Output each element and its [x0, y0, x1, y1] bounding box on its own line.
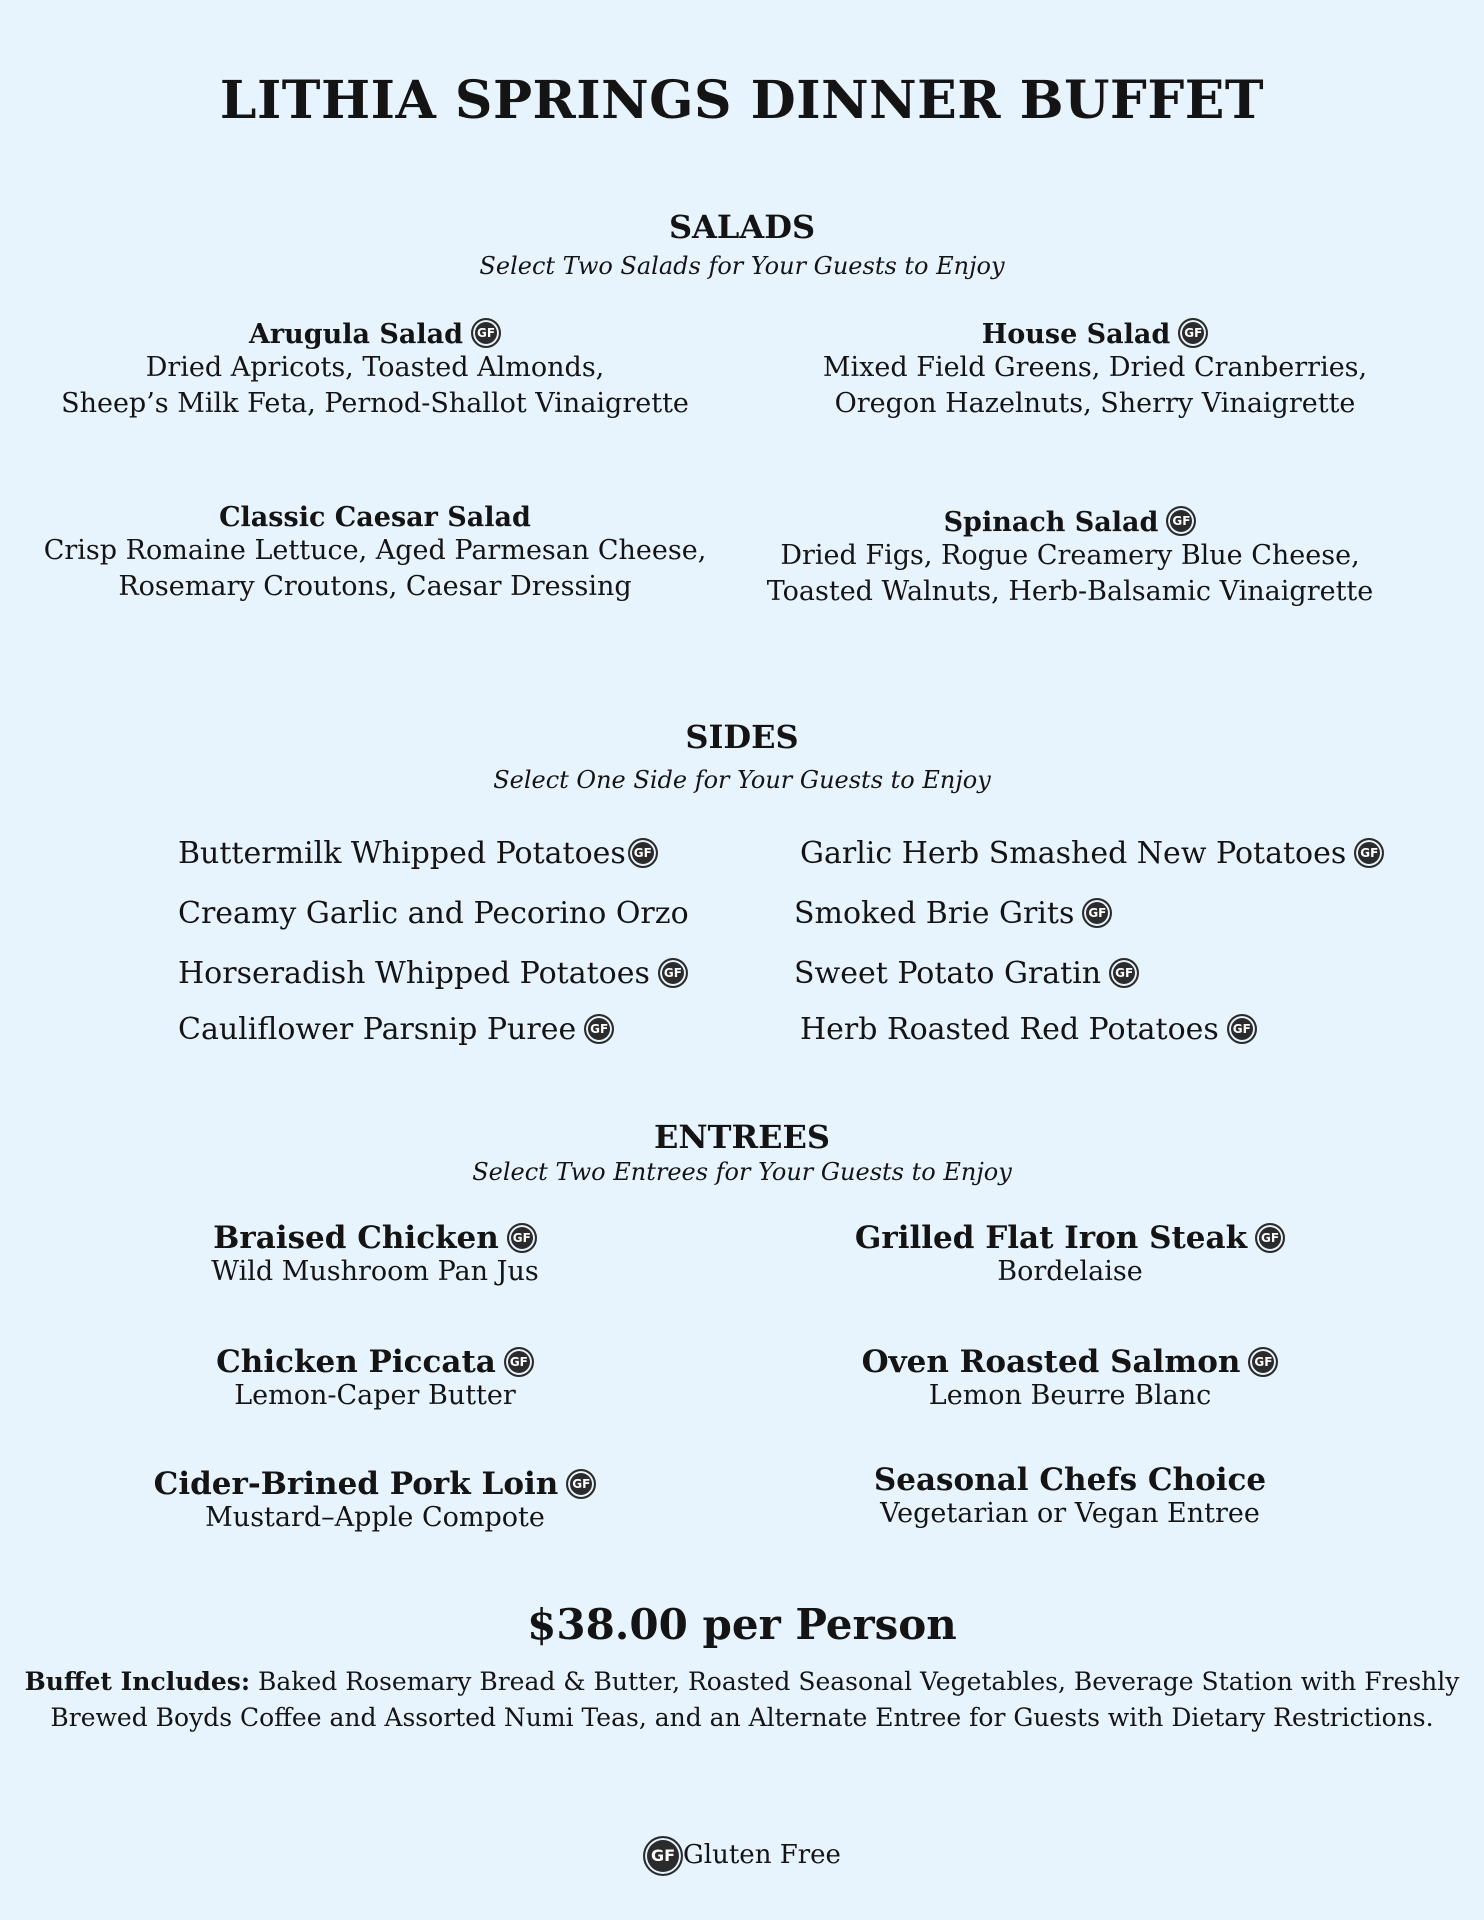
- salad-desc-line2: Toasted Walnuts, Herb-Balsamic Vinaigrette: [766, 576, 1374, 607]
- page-title: LITHIA SPRINGS DINNER BUFFET: [219, 70, 1265, 131]
- gluten-free-icon: GF: [471, 318, 501, 348]
- entree-desc: Bordelaise: [997, 1256, 1143, 1287]
- entree-item: [760, 1220, 1380, 1287]
- gluten-free-icon: GF: [1255, 1223, 1285, 1253]
- side-name: Sweet Potato Gratin: [794, 956, 1102, 991]
- gluten-free-icon: GF: [1354, 838, 1384, 868]
- salad-item: [40, 502, 710, 605]
- gluten-free-icon: GF: [566, 1469, 596, 1499]
- side-item: [800, 836, 1384, 871]
- side-name: Herb Roasted Red Potatoes: [800, 1012, 1219, 1047]
- gluten-free-icon: GF: [1166, 506, 1196, 536]
- salad-desc-line2: Rosemary Croutons, Caesar Dressing: [118, 571, 632, 602]
- includes-label: Buffet Includes:: [24, 1667, 251, 1696]
- entree-item: [60, 1220, 690, 1287]
- gluten-free-icon: GF: [628, 838, 658, 868]
- salad-item: [760, 506, 1380, 610]
- side-name: Buttermilk Whipped Potatoes: [178, 836, 626, 871]
- side-item: [794, 896, 1112, 931]
- gluten-free-icon: GF: [504, 1347, 534, 1377]
- entree-desc: Lemon Beurre Blanc: [928, 1380, 1212, 1411]
- entree-name: Braised Chicken: [213, 1220, 499, 1256]
- salad-item: [40, 318, 710, 422]
- salad-desc-line1: Crisp Romaine Lettuce, Aged Parmesan Cheese,: [43, 535, 707, 566]
- entree-desc: Wild Mushroom Pan Jus: [211, 1256, 539, 1287]
- gluten-free-icon: GF: [584, 1014, 614, 1044]
- entree-desc: Vegetarian or Vegan Entree: [880, 1498, 1260, 1529]
- entree-item: [760, 1462, 1380, 1529]
- side-item: [178, 836, 658, 871]
- salad-name: Spinach Salad: [943, 507, 1159, 538]
- gluten-free-legend: [0, 1836, 1484, 1876]
- gluten-free-icon: GF: [1248, 1347, 1278, 1377]
- entree-name: Grilled Flat Iron Steak: [854, 1220, 1248, 1256]
- side-item: [178, 896, 689, 931]
- buffet-includes: [0, 1664, 1484, 1736]
- side-name: Cauliflower Parsnip Puree: [178, 1012, 577, 1047]
- salad-desc-line2: Oregon Hazelnuts, Sherry Vinaigrette: [834, 388, 1356, 419]
- side-item: [800, 1012, 1257, 1047]
- gluten-free-icon: GF: [507, 1223, 537, 1253]
- entree-name: Chicken Piccata: [216, 1344, 496, 1380]
- side-name: Smoked Brie Grits: [794, 896, 1075, 931]
- sides-heading: SIDES: [685, 718, 799, 756]
- gluten-free-icon: GF: [643, 1836, 683, 1876]
- side-item: [178, 956, 688, 991]
- entrees-heading: ENTREES: [654, 1118, 830, 1156]
- side-item: [794, 956, 1139, 991]
- salad-desc-line1: Dried Apricots, Toasted Almonds,: [145, 352, 605, 383]
- gluten-free-icon: GF: [1227, 1014, 1257, 1044]
- entree-name: Oven Roasted Salmon: [861, 1344, 1241, 1380]
- side-name: Horseradish Whipped Potatoes: [178, 956, 650, 991]
- salad-name: Arugula Salad: [248, 319, 464, 350]
- includes-line1: Baked Rosemary Bread & Butter, Roasted Seasonal Vegetables, Beverage Station with Freshly: [250, 1667, 1460, 1696]
- salad-item: [800, 318, 1390, 422]
- side-name: Garlic Herb Smashed New Potatoes: [800, 836, 1347, 871]
- entree-name: Seasonal Chefs Choice: [873, 1462, 1267, 1498]
- includes-line2: Brewed Boyds Coffee and Assorted Numi Teas, and an Alternate Entree for Guests with Dietary Restrictions.: [50, 1703, 1434, 1732]
- entree-desc: Mustard–Apple Compote: [205, 1502, 545, 1533]
- entree-item: [60, 1466, 690, 1533]
- salad-desc-line1: Mixed Field Greens, Dried Cranberries,: [822, 352, 1368, 383]
- salad-name: Classic Caesar Salad: [219, 502, 531, 533]
- price: $38.00 per Person: [527, 1600, 957, 1649]
- entree-item: [760, 1344, 1380, 1411]
- entree-item: [60, 1344, 690, 1411]
- legend-label: Gluten Free: [683, 1840, 841, 1870]
- salad-desc-line2: Sheep’s Milk Feta, Pernod-Shallot Vinaigrette: [61, 388, 689, 419]
- salad-desc-line1: Dried Figs, Rogue Creamery Blue Cheese,: [780, 540, 1360, 571]
- salads-subheading: Select Two Salads for Your Guests to Enjoy: [479, 252, 1005, 280]
- entrees-subheading: Select Two Entrees for Your Guests to Enjoy: [472, 1158, 1012, 1186]
- gluten-free-icon: GF: [1109, 958, 1139, 988]
- salad-name: House Salad: [981, 319, 1171, 350]
- side-name: Creamy Garlic and Pecorino Orzo: [178, 896, 689, 931]
- entree-desc: Lemon-Caper Butter: [234, 1380, 516, 1411]
- gluten-free-icon: GF: [658, 958, 688, 988]
- side-item: [178, 1012, 614, 1047]
- gluten-free-icon: GF: [1082, 898, 1112, 928]
- entree-name: Cider-Brined Pork Loin: [153, 1466, 559, 1502]
- sides-subheading: Select One Side for Your Guests to Enjoy: [493, 766, 991, 794]
- gluten-free-icon: GF: [1178, 318, 1208, 348]
- salads-heading: SALADS: [668, 208, 816, 246]
